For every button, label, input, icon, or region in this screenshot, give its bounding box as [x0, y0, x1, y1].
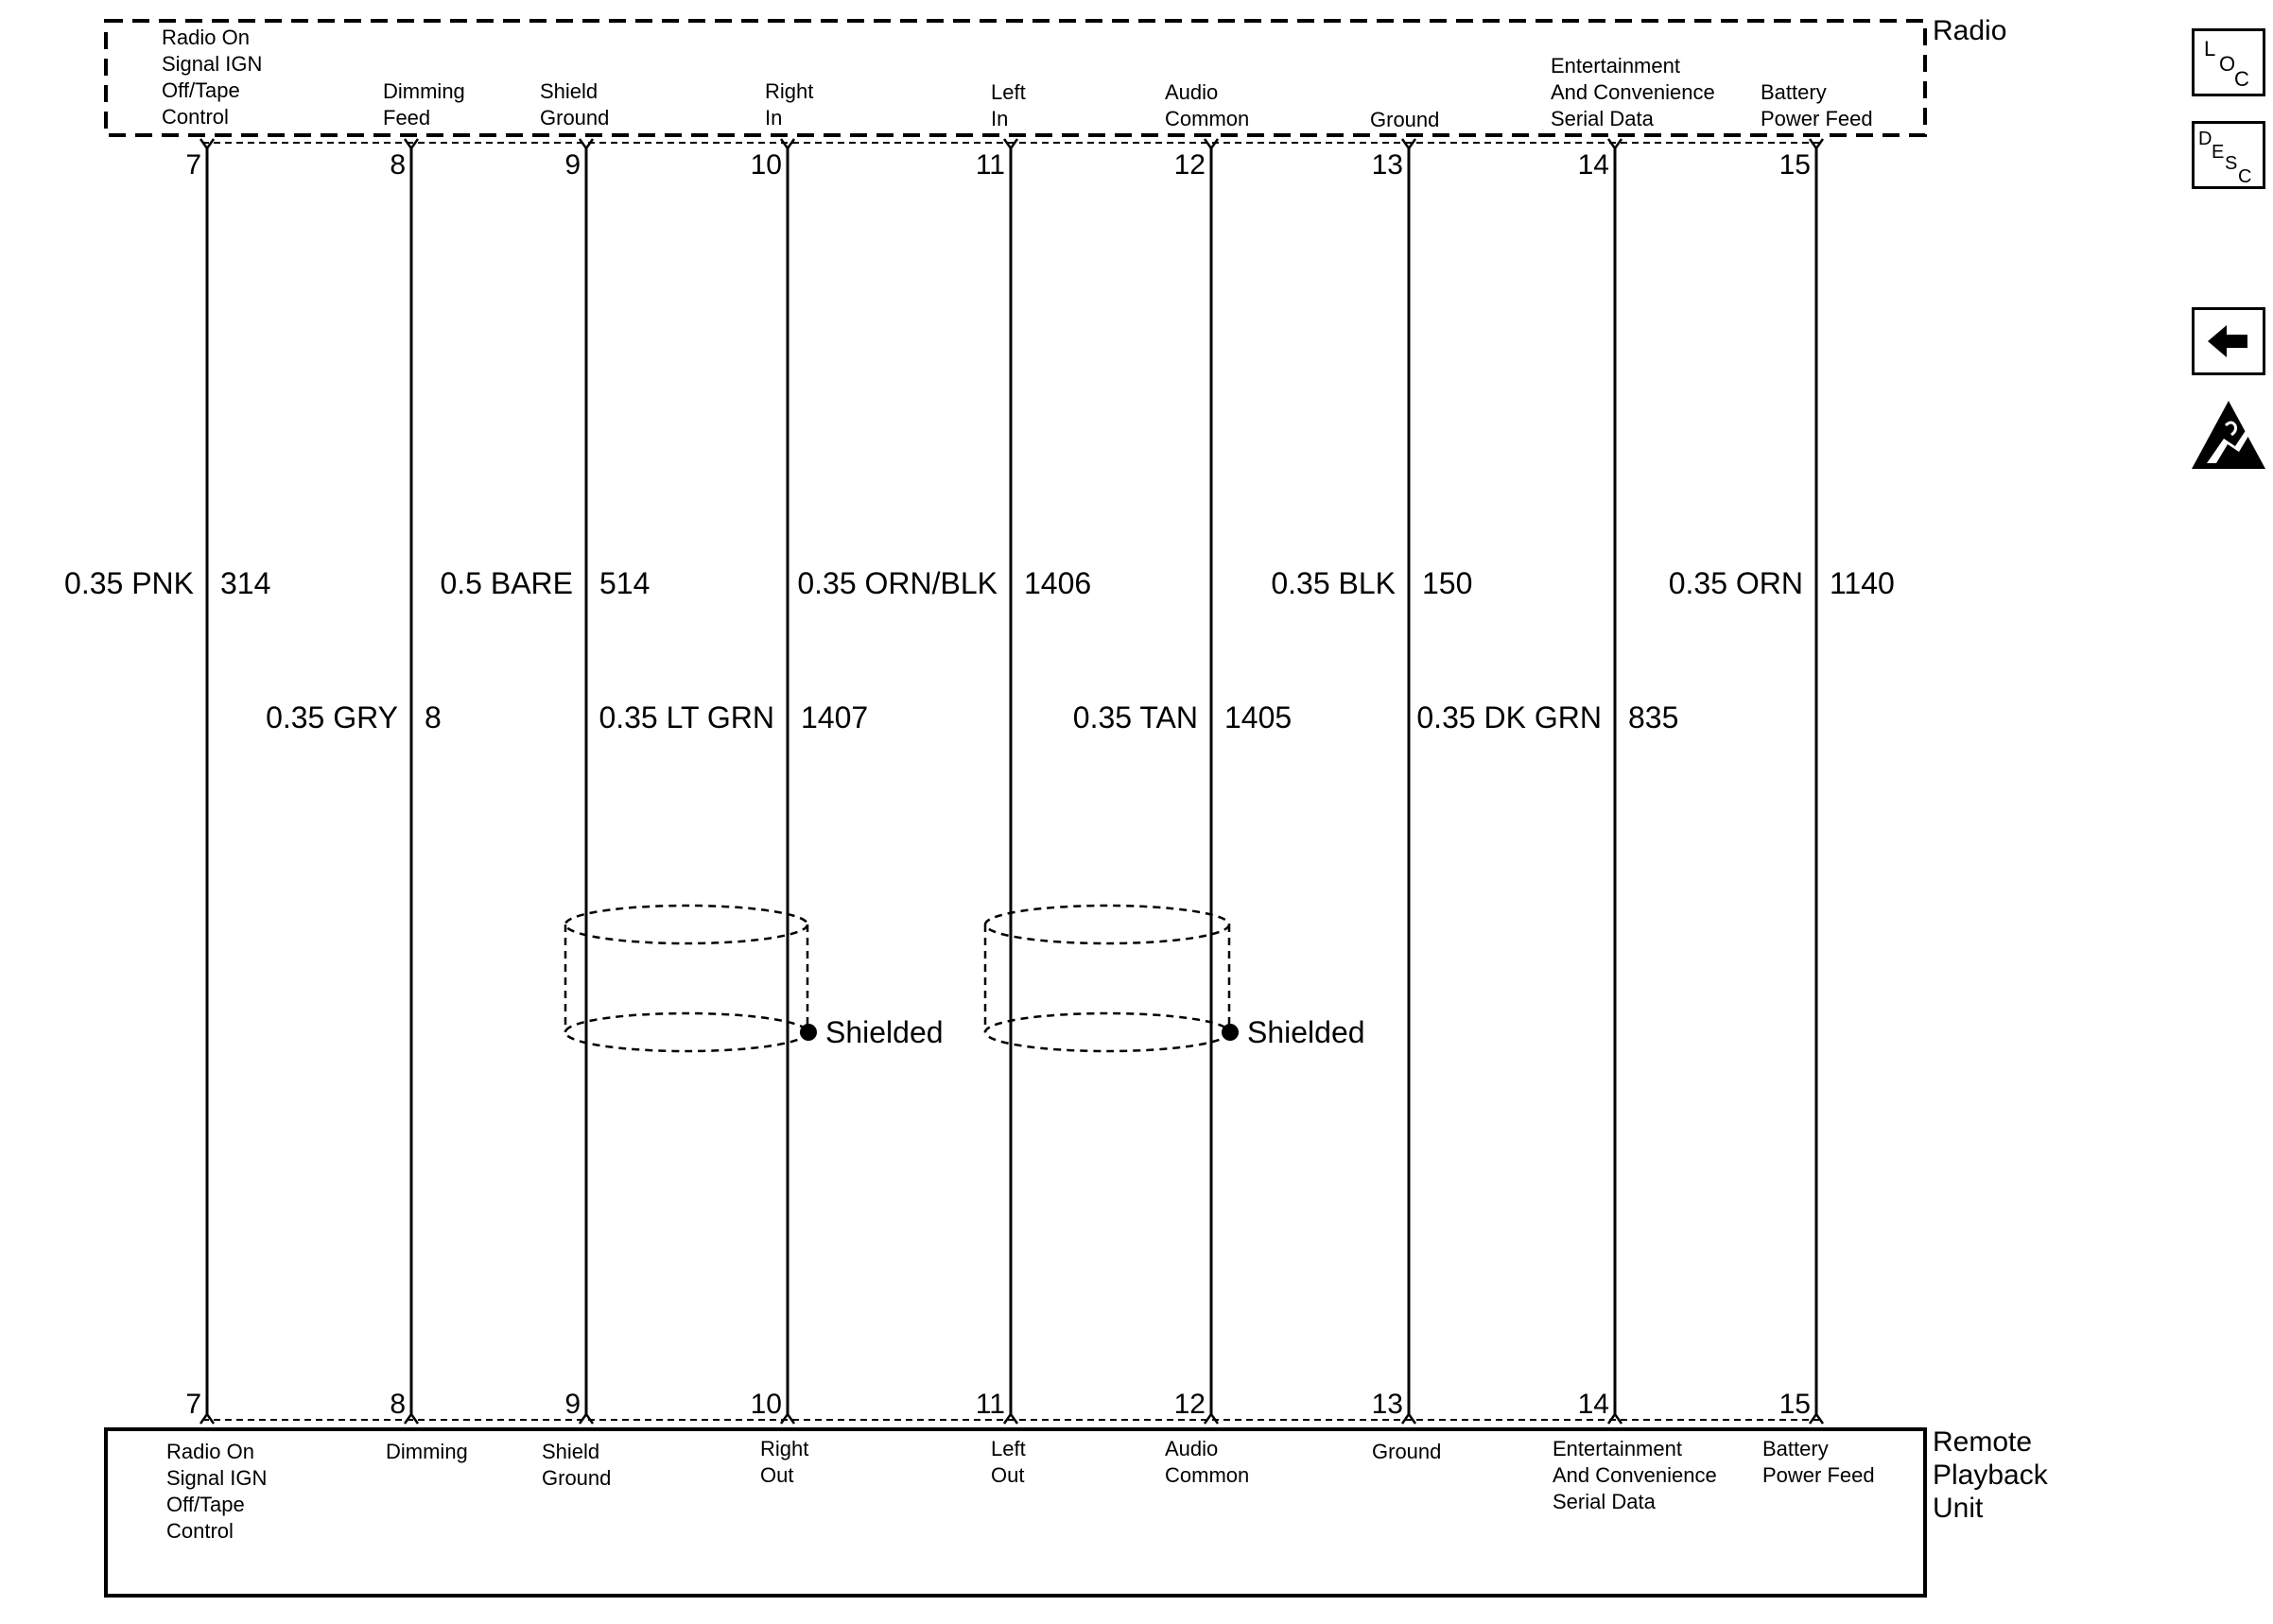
- shield-top-ellipse: [565, 906, 807, 943]
- circuit-number-label: 1407: [801, 700, 869, 734]
- wire-color-label: 0.35 LT GRN: [599, 700, 774, 734]
- wire-color-label: 0.35 BLK: [1271, 566, 1396, 600]
- remote-title: Remote: [1933, 1426, 2033, 1458]
- circuit-number-label: 1140: [1830, 566, 1895, 600]
- radio-pin-label: Control: [162, 105, 229, 129]
- radio-pin-label: Power Feed: [1761, 107, 1873, 130]
- radio-pin-number: 15: [1778, 149, 1811, 181]
- circuit-number-label: 8: [425, 700, 442, 734]
- radio-pin-label: And Convenience: [1551, 80, 1715, 104]
- remote-pin-number: 14: [1577, 1389, 1609, 1420]
- remote-pin-label: Shield: [542, 1440, 600, 1463]
- circuit-number-label: 150: [1422, 566, 1473, 600]
- radio-pin-label: Signal IGN: [162, 52, 263, 76]
- radio-pin-label: Off/Tape: [162, 78, 240, 102]
- remote-pin-label: Off/Tape: [166, 1493, 245, 1516]
- shielded-label: Shielded: [1247, 1015, 1365, 1049]
- radio-pin-label: Audio: [1165, 80, 1219, 104]
- remote-pin-number: 8: [390, 1389, 406, 1420]
- remote-pin-number: 13: [1371, 1389, 1403, 1420]
- remote-pin-number: 7: [185, 1389, 201, 1420]
- shield-drain-dot: [1222, 1024, 1239, 1041]
- svg-text:O: O: [2219, 52, 2236, 76]
- desc-button[interactable]: [2192, 121, 2265, 189]
- radio-pin-number: 14: [1577, 149, 1609, 181]
- remote-pin-label: Control: [166, 1519, 234, 1543]
- svg-text:L: L: [2204, 37, 2216, 60]
- radio-pin-number: 7: [185, 149, 201, 181]
- radio-pin-label: Shield: [540, 79, 599, 103]
- shield-bottom-ellipse: [565, 1013, 807, 1051]
- esd-warning-icon: [2188, 397, 2269, 473]
- radio-terminal: [580, 139, 593, 148]
- radio-pin-label: Ground: [1370, 108, 1440, 131]
- radio-pin-label: Radio On: [162, 26, 250, 49]
- radio-pin-number: 11: [975, 149, 1005, 181]
- remote-pin-label: Signal IGN: [166, 1466, 268, 1490]
- shield-top-ellipse: [985, 906, 1229, 943]
- svg-text:E: E: [2212, 142, 2225, 163]
- remote-pin-label: Ground: [1372, 1440, 1442, 1463]
- remote-pin-number: 10: [750, 1389, 782, 1420]
- circuit-number-label: 1406: [1024, 566, 1092, 600]
- circuit-number-label: 835: [1628, 700, 1679, 734]
- esd-warning[interactable]: [2188, 397, 2269, 473]
- circuit-number-label: 514: [599, 566, 651, 600]
- shielded-label: Shielded: [825, 1015, 944, 1049]
- remote-terminal: [1205, 1414, 1218, 1424]
- loc-button[interactable]: [2192, 28, 2265, 96]
- radio-pin-label: Common: [1165, 107, 1250, 130]
- remote-pin-label: Serial Data: [1553, 1490, 1656, 1513]
- wire-color-label: 0.35 ORN/BLK: [797, 566, 998, 600]
- shield-bottom-ellipse: [985, 1013, 1229, 1051]
- radio-pin-label: Dimming: [383, 79, 465, 103]
- wire-color-label: 0.5 BARE: [440, 566, 573, 600]
- remote-pin-label: Radio On: [166, 1440, 254, 1463]
- radio-pin-number: 12: [1173, 149, 1206, 181]
- radio-pin-number: 10: [750, 149, 782, 181]
- remote-pin-number: 9: [564, 1389, 581, 1420]
- circuit-number-label: 314: [220, 566, 271, 600]
- radio-pin-label: Right: [765, 79, 814, 103]
- remote-pin-label: Left: [991, 1437, 1026, 1460]
- remote-pin-label: Power Feed: [1762, 1463, 1875, 1487]
- desc-icon: [2195, 124, 2263, 186]
- svg-text:C: C: [2234, 67, 2249, 91]
- shield-drain-dot: [800, 1024, 817, 1041]
- radio-pin-number: 13: [1371, 149, 1403, 181]
- radio-pin-number: 8: [390, 149, 406, 181]
- radio-pin-number: 9: [564, 149, 581, 181]
- back-button[interactable]: [2192, 307, 2265, 375]
- wire-color-label: 0.35 DK GRN: [1416, 700, 1602, 734]
- remote-pin-label: Dimming: [386, 1440, 468, 1463]
- wire-color-label: 0.35 TAN: [1072, 700, 1198, 734]
- circuit-number-label: 1405: [1224, 700, 1293, 734]
- radio-pin-label: Feed: [383, 106, 431, 130]
- remote-title: Playback: [1933, 1460, 2048, 1491]
- radio-pin-label: Entertainment: [1551, 54, 1680, 78]
- radio-pin-label: In: [765, 106, 783, 130]
- remote-pin-number: 11: [975, 1389, 1005, 1420]
- remote-title: Unit: [1933, 1493, 1984, 1524]
- radio-pin-label: Ground: [540, 106, 610, 130]
- radio-pin-label: Serial Data: [1551, 107, 1654, 130]
- radio-title: Radio: [1933, 15, 2007, 46]
- remote-pin-label: Common: [1165, 1463, 1250, 1487]
- wire-color-label: 0.35 ORN: [1668, 566, 1803, 600]
- remote-pin-label: Battery: [1762, 1437, 1829, 1460]
- radio-pin-label: Left: [991, 80, 1026, 104]
- remote-pin-label: Out: [760, 1463, 794, 1487]
- remote-pin-label: And Convenience: [1553, 1463, 1717, 1487]
- svg-text:D: D: [2198, 129, 2212, 149]
- svg-text:S: S: [2225, 153, 2238, 174]
- radio-pin-label: Battery: [1761, 80, 1827, 104]
- wire-color-label: 0.35 PNK: [64, 566, 194, 600]
- radio-terminal: [1205, 139, 1218, 148]
- loc-icon: [2195, 31, 2263, 94]
- remote-pin-number: 12: [1173, 1389, 1206, 1420]
- remote-pin-number: 15: [1778, 1389, 1811, 1420]
- remote-pin-label: Right: [760, 1437, 809, 1460]
- svg-text:C: C: [2238, 166, 2252, 186]
- back-arrow-icon: [2195, 310, 2263, 372]
- radio-pin-label: In: [991, 107, 1009, 130]
- remote-terminal: [580, 1414, 593, 1424]
- wire-color-label: 0.35 GRY: [266, 700, 398, 734]
- remote-pin-label: Ground: [542, 1466, 612, 1490]
- remote-pin-label: Entertainment: [1553, 1437, 1682, 1460]
- remote-pin-label: Audio: [1165, 1437, 1219, 1460]
- remote-pin-label: Out: [991, 1463, 1025, 1487]
